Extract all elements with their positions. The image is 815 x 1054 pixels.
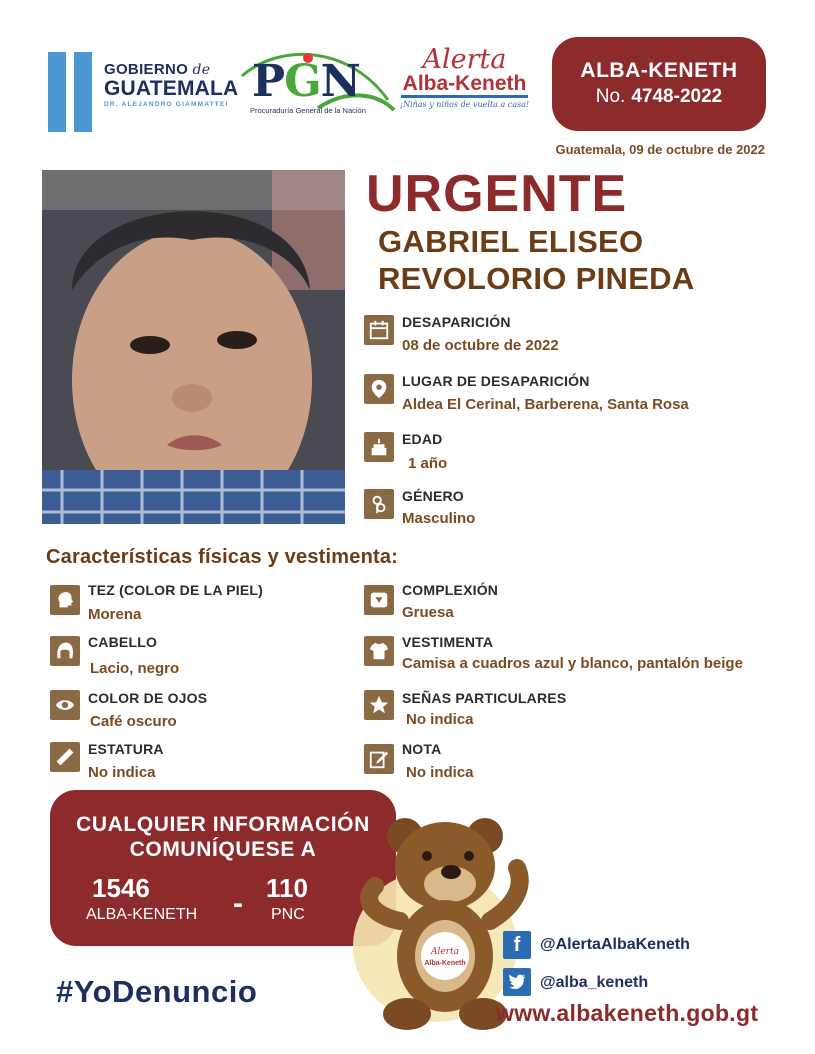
age-label: EDAD	[402, 431, 443, 447]
calendar-icon	[364, 315, 394, 345]
eyes-label: COLOR DE OJOS	[88, 690, 208, 706]
phone-number-pnc[interactable]: 110	[266, 873, 308, 903]
case-number: 4748-2022	[631, 86, 723, 107]
urgent-heading: URGENTE	[366, 165, 628, 223]
clothing-value: Camisa a cuadros azul y blanco, pantalón beige	[402, 655, 743, 672]
place-label: LUGAR DE DESAPARICIÓN	[402, 373, 590, 389]
eye-icon	[50, 690, 80, 720]
alerta-logo	[397, 46, 532, 116]
bear-badge-line1: Alerta	[431, 947, 459, 957]
skin-label: TEZ (COLOR DE LA PIEL)	[88, 582, 263, 598]
build-value: Gruesa	[402, 604, 454, 621]
disappearance-label: DESAPARICIÓN	[402, 314, 511, 330]
scale-icon	[364, 585, 394, 615]
gender-icon	[364, 489, 394, 519]
pgn-subtitle: Procuraduría General de la Nación	[250, 106, 366, 115]
ruler-icon	[50, 742, 80, 772]
clothing-label: VESTIMENTA	[402, 634, 494, 650]
gobierno-line1: GOBIERNO	[104, 61, 189, 78]
gobierno-logo-bars	[48, 52, 96, 132]
hair-icon	[50, 636, 80, 666]
facebook-handle[interactable]: @AlertaAlbaKeneth	[540, 936, 690, 953]
phone-number-alba-keneth[interactable]: 1546	[92, 873, 150, 903]
gobierno-de: de	[192, 62, 211, 78]
marks-label: SEÑAS PARTICULARES	[402, 690, 567, 706]
location-pin-icon	[364, 374, 394, 404]
hashtag: #YoDenuncio	[56, 974, 258, 1009]
case-title: ALBA-KENETH	[580, 59, 738, 82]
note-value: No indica	[406, 764, 474, 781]
alerta-logo-line1: Alerta	[422, 44, 507, 75]
age-value: 1 año	[408, 455, 448, 472]
hair-value: Lacio, negro	[90, 660, 180, 677]
disappearance-value: 08 de octubre de 2022	[402, 337, 559, 354]
pgn-letter-n: N	[320, 56, 360, 107]
facebook-icon[interactable]: f	[503, 931, 531, 959]
twitter-icon[interactable]	[503, 968, 531, 996]
hair-label: CABELLO	[88, 634, 158, 650]
characteristics-title: Características físicas y vestimenta:	[46, 546, 399, 568]
build-label: COMPLEXIÓN	[402, 582, 499, 598]
alerta-logo-line2: Alba-Keneth	[401, 73, 529, 98]
place-value: Aldea El Cerinal, Barberena, Santa Rosa	[402, 396, 689, 413]
pgn-logo-text	[252, 56, 360, 107]
cake-icon	[364, 432, 394, 462]
shirt-icon	[364, 636, 394, 666]
contact-line2: COMUNÍQUESE A	[129, 838, 317, 862]
case-number-box	[552, 37, 766, 131]
gender-label: GÉNERO	[402, 488, 464, 504]
twitter-handle[interactable]: @alba_keneth	[540, 974, 649, 991]
phone-label-pnc: PNC	[271, 906, 305, 923]
height-value: No indica	[88, 764, 156, 781]
marks-value: No indica	[406, 711, 474, 728]
issue-date: Guatemala, 09 de octubre de 2022	[555, 142, 765, 157]
pgn-letter-g: G	[284, 56, 321, 107]
alerta-logo-tagline: ¡Niñas y niños de vuelta a casa!	[399, 100, 530, 110]
star-icon	[364, 690, 394, 720]
note-label: NOTA	[402, 741, 442, 757]
height-label: ESTATURA	[88, 741, 164, 757]
gobierno-logo-text	[104, 62, 244, 109]
edit-note-icon	[364, 744, 394, 774]
gobierno-line3: DR. ALEJANDRO GIAMMATTEI	[104, 101, 229, 108]
contact-line1: CUALQUIER INFORMACIÓN	[76, 813, 370, 836]
gobierno-line2: GUATEMALA	[104, 77, 239, 100]
person-name-line2: REVOLORIO PINEDA	[378, 261, 695, 296]
website-link[interactable]: www.albakeneth.gob.gt	[496, 1000, 759, 1026]
gender-value: Masculino	[402, 510, 476, 527]
person-name-line1: GABRIEL ELISEO	[378, 224, 644, 259]
phone-label-alba-keneth: ALBA-KENETH	[86, 906, 198, 923]
case-no-label: No.	[595, 86, 626, 107]
head-profile-icon	[50, 585, 80, 615]
pgn-letter-p: P	[252, 56, 285, 107]
missing-child-photo	[42, 170, 345, 524]
skin-value: Morena	[88, 606, 142, 623]
eyes-value: Café oscuro	[90, 713, 177, 730]
phone-separator: -	[233, 887, 243, 920]
bear-badge-line2: Alba-Keneth	[424, 960, 466, 967]
